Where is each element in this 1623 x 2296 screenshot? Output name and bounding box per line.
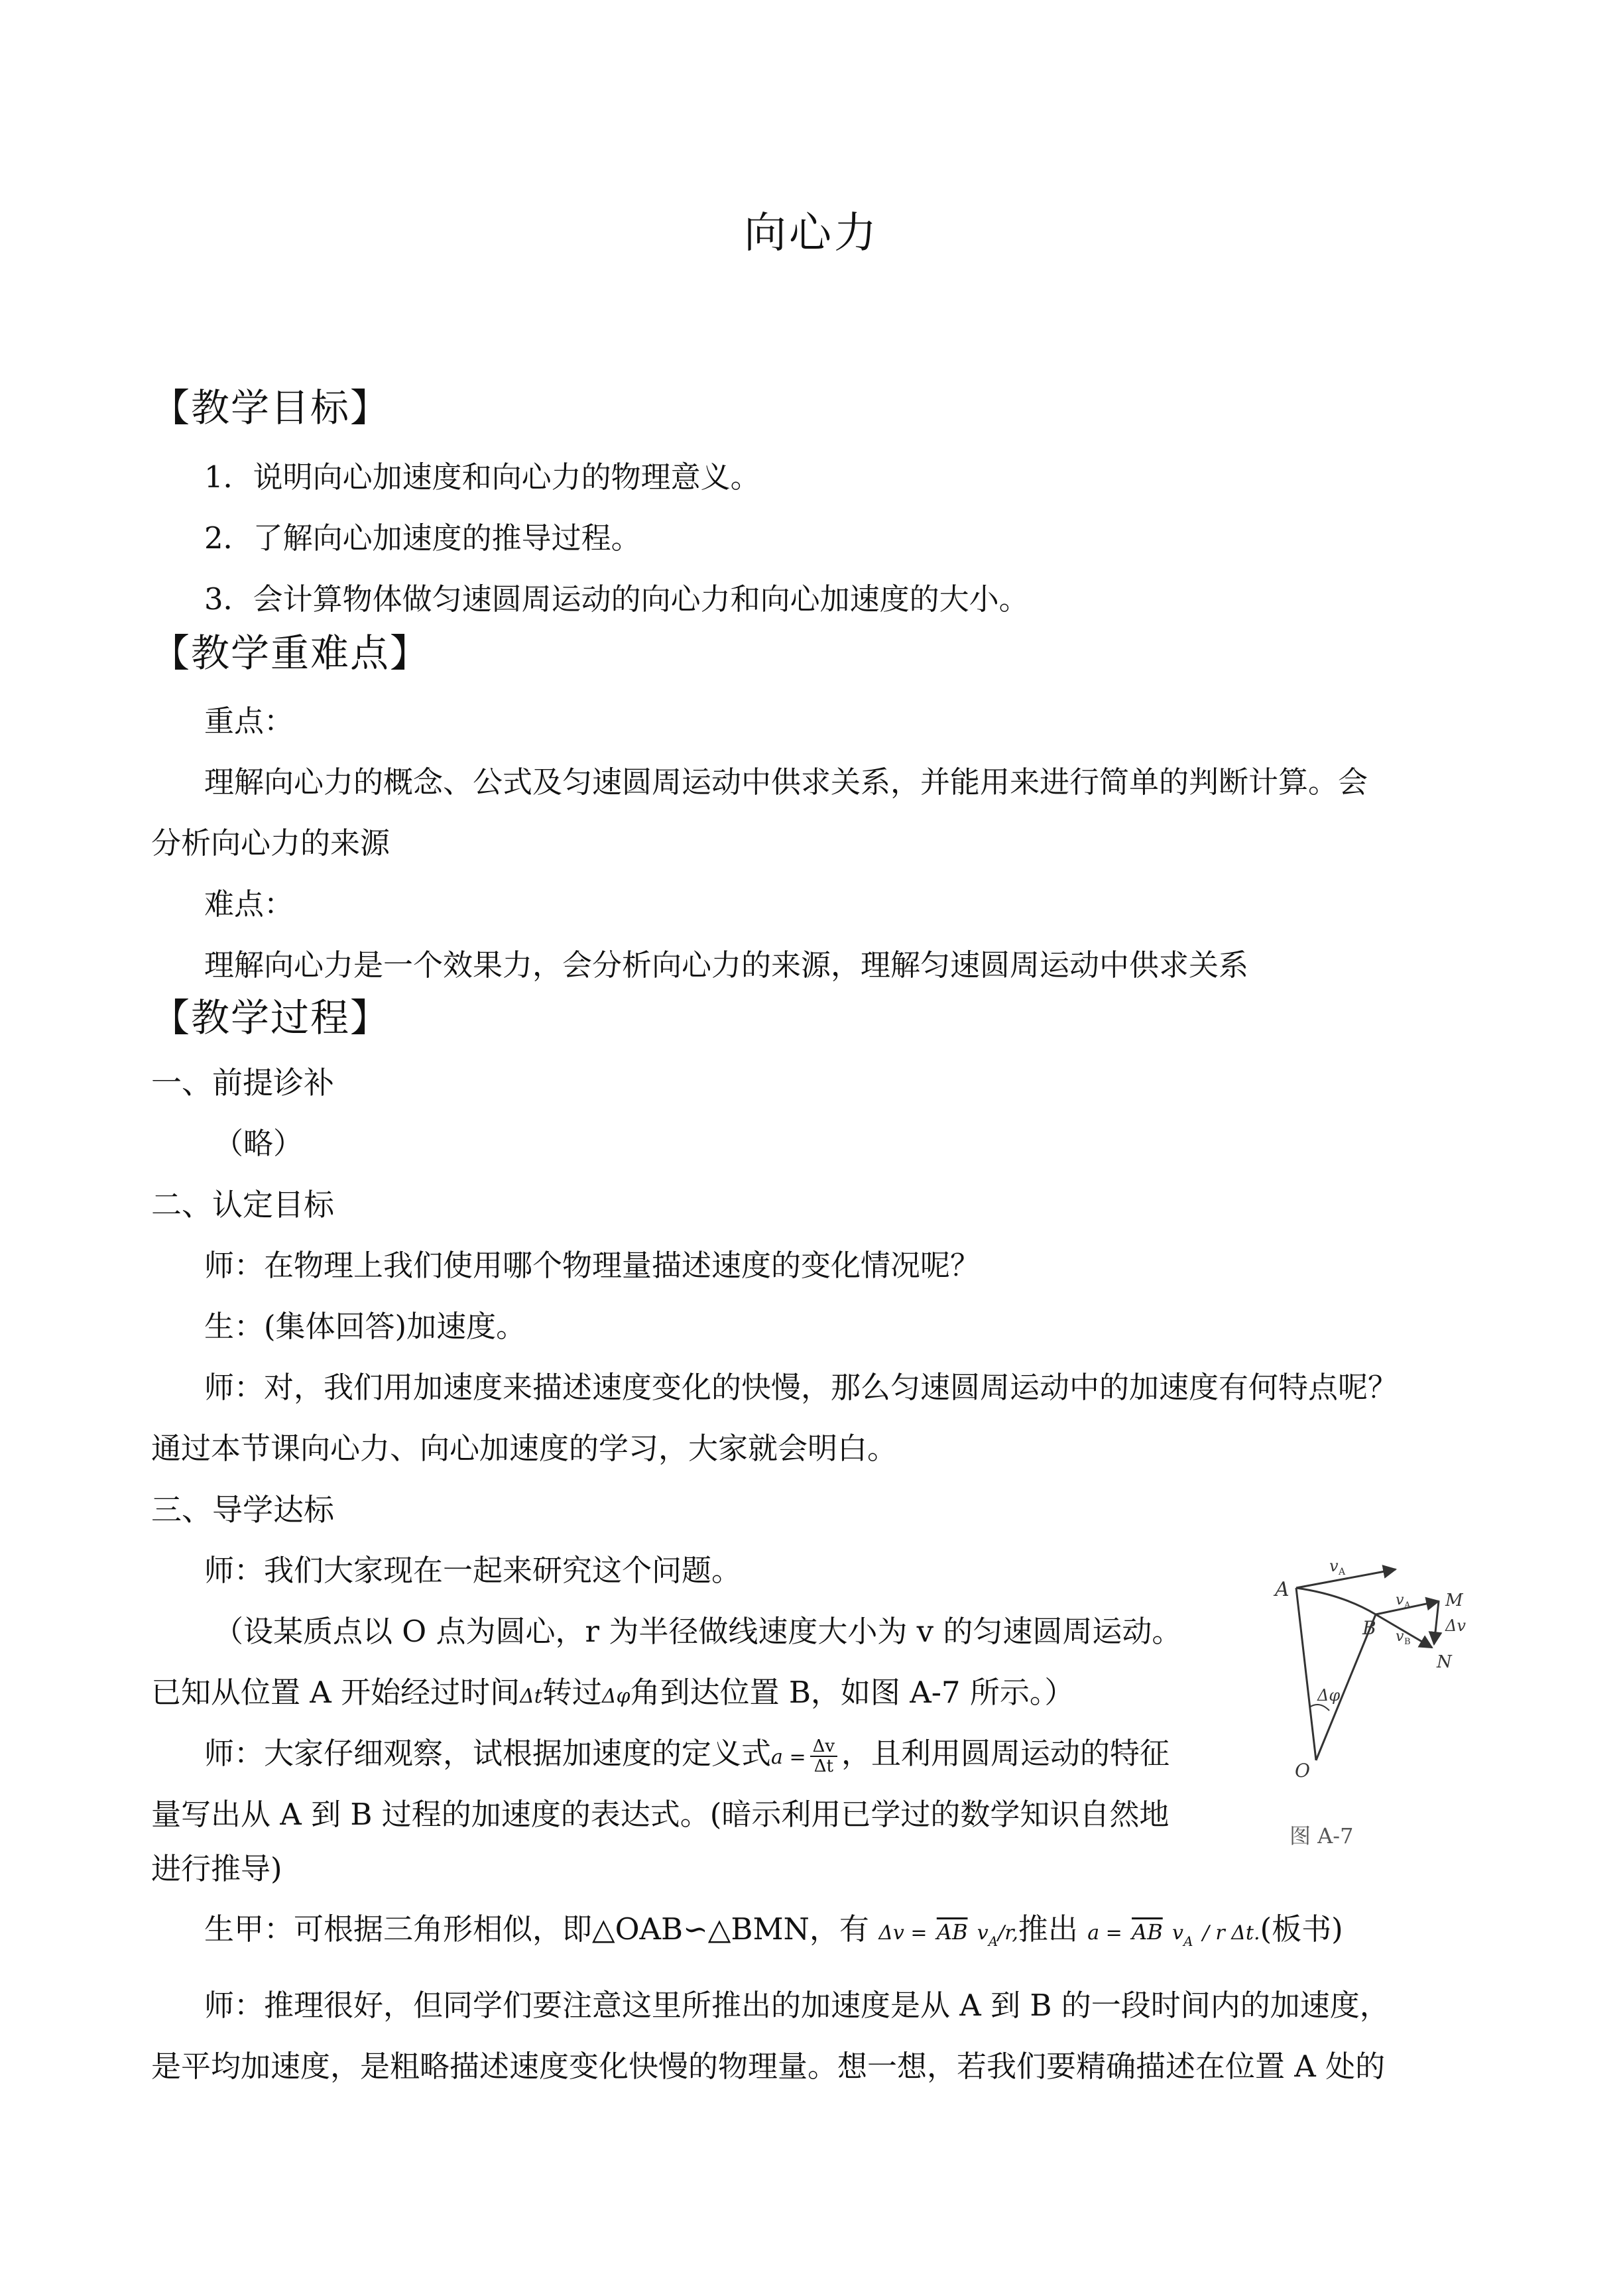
setup-text: 已知从位置 A 开始经过时间 [151, 1675, 520, 1710]
formula-part: /r, [998, 1921, 1018, 1945]
formula-part: v [977, 1921, 989, 1945]
label-B: B [1362, 1617, 1376, 1639]
goal-item: 2．了解向心加速度的推导过程。 [204, 520, 641, 556]
step3-title: 三、导学达标 [151, 1492, 334, 1528]
key-label: 重点： [204, 703, 294, 739]
label-O: O [1295, 1760, 1310, 1782]
fraction [810, 1737, 837, 1776]
formula-arc: $\overline{AB}$ [1132, 1919, 1163, 1945]
key-text: 分析向心力的来源 [151, 825, 391, 861]
step1-text: （略） [213, 1126, 304, 1161]
setup-line [151, 1673, 1074, 1717]
label-N: N [1437, 1652, 1452, 1672]
label-M: M [1445, 1591, 1463, 1610]
formula-part: / r Δt. [1202, 1921, 1260, 1945]
dialogue-line: 是平均加速度，是粗略描述速度变化快慢的物理量。想一想，若我们要精确描述在位置 A 处的 [151, 2049, 1386, 2084]
formula-part: a = [1087, 1921, 1122, 1945]
label-vA-top: v [1329, 1557, 1339, 1575]
formula-part: Δv = [878, 1921, 928, 1945]
dialogue-line: 进行推导) [151, 1851, 282, 1886]
circular-motion-figure [1263, 1541, 1515, 1853]
dialogue-line: 通过本节课向心力、向心加速度的学习，大家就会明白。 [151, 1431, 898, 1466]
formula-subscript: A [1183, 1933, 1193, 1949]
label-delta-phi: Δφ [1317, 1686, 1341, 1705]
formula-arc: $\overline{AB}$ [936, 1919, 968, 1945]
dialogue-text: 生甲：可根据三角形相似，即△OAB∽△BMN，有 [204, 1911, 869, 1947]
dialogue-line: 师：我们大家现在一起来研究这个问题。 [204, 1553, 742, 1588]
goals-heading: 【教学目标】 [151, 385, 391, 430]
process-heading: 【教学过程】 [151, 995, 391, 1040]
figure-caption: 图 A-7 [1290, 1823, 1354, 1848]
step1-title: 一、前提诊补 [151, 1065, 334, 1101]
key-heading: 【教学重难点】 [151, 631, 430, 676]
setup-line: （设某质点以 O 点为圆心，r 为半径做线速度大小为 v 的匀速圆周运动。 [213, 1614, 1182, 1649]
label-vB: v [1396, 1628, 1404, 1645]
delta-v-vector [1434, 1601, 1439, 1644]
setup-text: 转过 [542, 1675, 602, 1710]
dialogue-line: 生：(集体回答)加速度。 [204, 1309, 526, 1344]
velocity-vA [1296, 1569, 1396, 1588]
dialogue-line [204, 1734, 1170, 1778]
formula-subscript: A [988, 1933, 998, 1949]
fraction-denominator: Δt [813, 1756, 833, 1776]
angle-arc [1309, 1705, 1329, 1711]
step2-title: 二、认定目标 [151, 1187, 334, 1223]
difficult-text: 理解向心力是一个效果力，会分析向心力的来源，理解匀速圆周运动中供求关系 [204, 947, 1249, 983]
formula-part: v [1172, 1921, 1183, 1945]
page-title: 向心力 [744, 209, 879, 258]
label-vA-mid: v [1396, 1592, 1404, 1608]
delta-t-symbol: Δt [520, 1685, 542, 1708]
key-text: 理解向心力的概念、公式及匀速圆周运动中供求关系，并能用来进行简单的判断计算。会 [204, 764, 1368, 800]
label-vA-top-sub: A [1339, 1567, 1346, 1577]
dialogue-line: 量写出从 A 到 B 过程的加速度的表达式。(暗示利用已学过的数学知识自然地 [151, 1797, 1170, 1832]
formula-lhs: a = [771, 1746, 806, 1769]
arc-AB [1296, 1588, 1376, 1614]
dialogue-text: 师：大家仔细观察，试根据加速度的定义式 [204, 1736, 772, 1771]
label-vA-mid-sub: A [1404, 1601, 1411, 1610]
dialogue-text: 推出 [1018, 1911, 1078, 1947]
goal-item: 1．说明向心加速度和向心力的物理意义。 [204, 459, 760, 495]
goal-item: 3．会计算物体做匀速圆周运动的向心力和向心加速度的大小。 [204, 581, 1029, 617]
label-vB-sub: B [1404, 1637, 1411, 1647]
dialogue-line [204, 1909, 1343, 1961]
dialogue-line: 师：对，我们用加速度来描述速度变化的快慢，那么匀速圆周运动中的加速度有何特点呢？ [204, 1370, 1398, 1405]
difficult-label: 难点： [204, 886, 294, 922]
dialogue-line: 师：推理很好，但同学们要注意这里所推出的加速度是从 A 到 B 的一段时间内的加速度， [204, 1988, 1390, 2023]
radius-OA [1296, 1588, 1316, 1760]
delta-phi-symbol: Δφ [601, 1685, 631, 1708]
setup-text: 角到达位置 B，如图 A-7 所示。） [630, 1675, 1075, 1710]
dialogue-text: ，且利用圆周运动的特征 [841, 1736, 1170, 1771]
dialogue-text: (板书) [1260, 1911, 1343, 1947]
dialogue-line: 师：在物理上我们使用哪个物理量描述速度的变化情况呢？ [204, 1248, 981, 1283]
label-delta-v: Δv [1445, 1616, 1466, 1635]
fraction-numerator: Δv [810, 1737, 837, 1757]
label-A: A [1275, 1578, 1290, 1601]
